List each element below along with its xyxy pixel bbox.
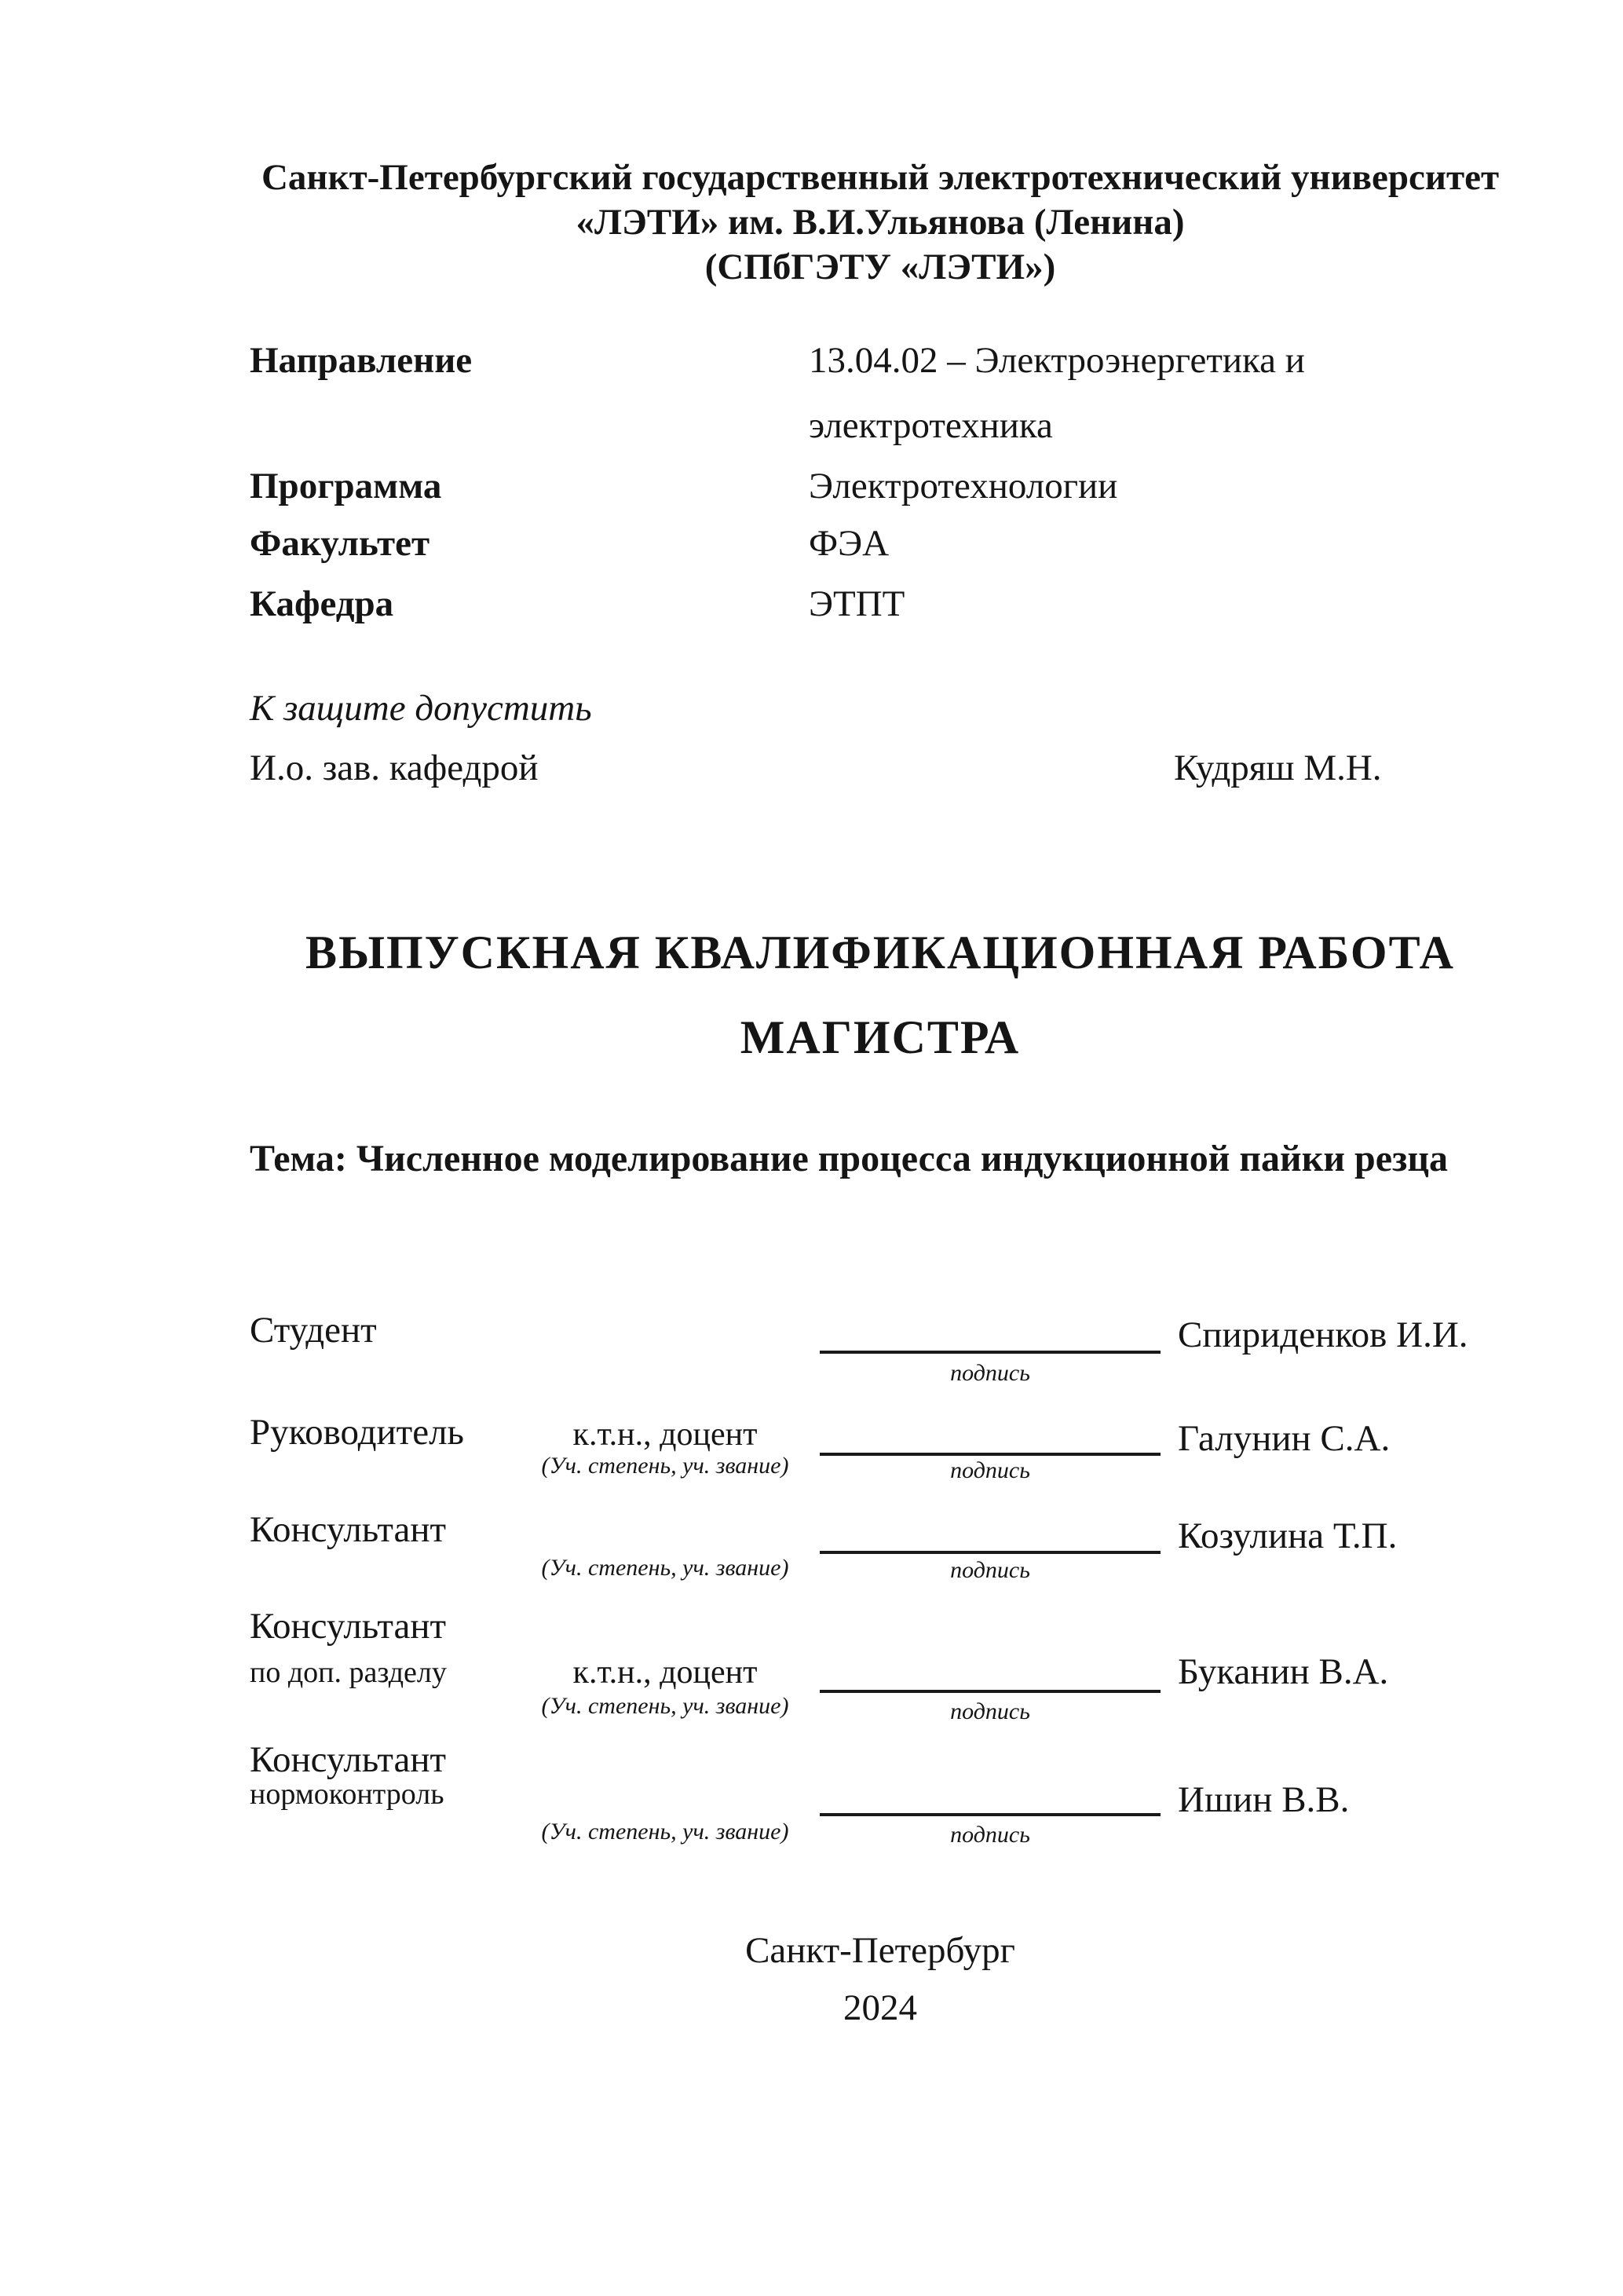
degree-caption-consultant-2: (Уч. степень, уч. звание) [541,1693,789,1719]
signature-role-consultant-1: Консультант [250,1509,447,1550]
degree-text-consultant-2: к.т.н., доцент [572,1654,758,1691]
signature-role-consultant-3: Консультант [250,1739,447,1780]
acting-head-name: Кудряш М.Н. [1174,748,1382,788]
admission-note: К защите допустить [250,688,592,729]
signature-line-consultant-3 [820,1813,1161,1816]
signature-caption-student: подпись [950,1360,1030,1386]
university-name-line-3: (СПбГЭТУ «ЛЭТИ») [704,247,1056,287]
signature-caption-supervisor: подпись [950,1457,1030,1483]
info-label-department: Кафедра [250,583,394,624]
thesis-title-line-1: ВЫПУСКНАЯ КВАЛИФИКАЦИОННАЯ РАБОТА [305,927,1455,978]
signature-line-supervisor [820,1453,1161,1456]
signee-name-student: Спириденков И.И. [1178,1314,1468,1355]
signature-role-supervisor: Руководитель [250,1412,464,1453]
degree-text-supervisor: к.т.н., доцент [572,1417,758,1453]
thesis-title-line-2: МАГИСТРА [740,1011,1021,1063]
signee-name-consultant-2: Буканин В.А. [1178,1651,1389,1692]
signature-caption-consultant-2: подпись [950,1698,1030,1724]
info-label-direction: Направление [250,340,473,381]
signature-role-consultant-2: Консультант [250,1606,447,1647]
signature-sublabel-consultant-2: по доп. разделу [250,1656,447,1689]
signature-line-student [820,1351,1161,1354]
info-value-program: Электротехнологии [809,466,1118,506]
info-label-faculty: Факультет [250,523,430,564]
signature-caption-consultant-3: подпись [950,1822,1030,1848]
info-value-department: ЭТПТ [809,583,905,624]
city-name: Санкт-Петербург [745,1930,1015,1971]
signature-line-consultant-2 [820,1690,1161,1693]
degree-caption-supervisor: (Уч. степень, уч. звание) [541,1453,789,1479]
signature-role-student: Студент [250,1310,377,1351]
info-label-program: Программа [250,466,442,506]
info-value-faculty: ФЭА [809,523,890,564]
signee-name-consultant-1: Козулина Т.П. [1178,1515,1398,1556]
thesis-topic: Тема: Численное моделирование процесса индукционной пайки резца [250,1138,1448,1179]
signature-line-consultant-1 [820,1551,1161,1554]
university-name-line-2: «ЛЭТИ» им. В.И.Ульянова (Ленина) [576,202,1185,243]
degree-caption-consultant-1: (Уч. степень, уч. звание) [541,1555,789,1581]
signature-caption-consultant-1: подпись [950,1557,1030,1583]
university-name-line-1: Санкт-Петербургский государственный электротехнический университет [261,157,1500,198]
degree-caption-consultant-3: (Уч. степень, уч. звание) [541,1819,789,1844]
acting-head-label: И.о. зав. кафедрой [250,748,539,788]
info-value-direction-line-2: электротехника [809,405,1053,446]
signature-sublabel-consultant-3: нормоконтроль [250,1778,444,1811]
signee-name-supervisor: Галунин С.А. [1178,1418,1391,1459]
signee-name-consultant-3: Ишин В.В. [1178,1779,1350,1820]
info-value-direction-line-1: 13.04.02 – Электроэнергетика и [809,340,1305,381]
year: 2024 [843,1987,917,2028]
